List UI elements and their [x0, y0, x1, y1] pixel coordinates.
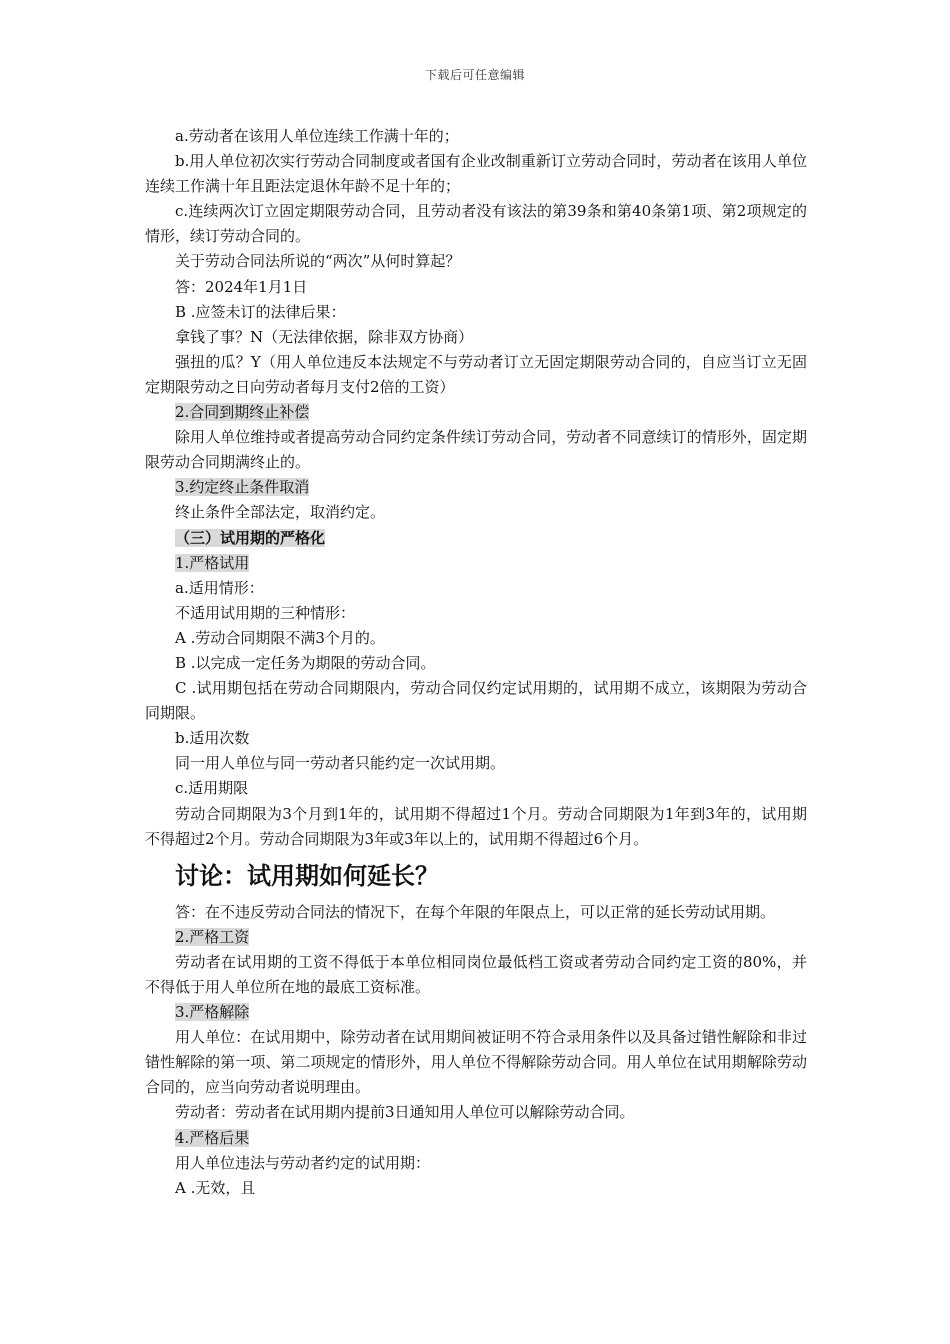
paragraph: C .试用期包括在劳动合同期限内，劳动合同仅约定试用期的，试用期不成立，该期限为劳动合同期限。 — [145, 679, 807, 723]
highlighted-heading-text: （三）试用期的严格化 — [175, 528, 326, 547]
paragraph: 强扭的瓜？Y（用人单位违反本法规定不与劳动者订立无固定期限劳动合同的，自应当订立无固定期限劳动之日向劳动者每月支付2倍的工资） — [145, 352, 807, 396]
paragraph: 劳动者：劳动者在试用期内提前3日通知用人单位可以解除劳动合同。 — [175, 1103, 635, 1122]
paragraph: 用人单位：在试用期中，除劳动者在试用期间被证明不符合录用条件以及具备过错性解除和非过错性解除的第一项、第二项规定的情形外，用人单位不得解除劳动合同。用人单位在试用期解除劳动合同的，应当向劳动者说明理由。 — [145, 1028, 807, 1097]
document-body — [145, 124, 807, 1201]
highlighted-heading-text: 3.约定终止条件取消 — [175, 478, 310, 497]
highlighted-heading-text: 3.严格解除 — [175, 1003, 250, 1022]
paragraph: 劳动合同期限为3个月到1年的，试用期不得超过1个月。劳动合同期限为1年到3年的，试用期不得超过2个月。劳动合同期限为3年或3年以上的，试用期不得超过6个月。 — [145, 804, 807, 848]
paragraph: 同一用人单位与同一劳动者只能约定一次试用期。 — [175, 754, 506, 773]
paragraph: 答：2024年1月1日 — [175, 277, 308, 296]
paragraph: 答：在不违反劳动合同法的情况下，在每个年限的年限点上，可以正常的延长劳动试用期。 — [175, 902, 776, 921]
paragraph: c.连续两次订立固定期限劳动合同，且劳动者没有该法的第39条和第40条第1项、第2项规定的情形，续订劳动合同的。 — [145, 202, 807, 246]
paragraph: c.适用期限 — [175, 779, 249, 798]
section-heading — [145, 551, 807, 576]
section-heading — [145, 400, 807, 425]
section-heading — [145, 475, 807, 500]
section-heading — [145, 1000, 807, 1025]
paragraph: a.适用情形： — [175, 578, 264, 597]
section-heading — [145, 925, 807, 950]
paragraph: 用人单位违法与劳动者约定的试用期： — [175, 1153, 431, 1172]
paragraph: 劳动者在试用期的工资不得低于本单位相同岗位最低档工资或者劳动合同约定工资的80%，并不得低于用人单位所在地的最底工资标准。 — [145, 952, 807, 996]
highlighted-heading-text: 4.严格后果 — [175, 1128, 250, 1147]
section-heading — [145, 526, 807, 551]
paragraph: b.适用次数 — [175, 729, 250, 748]
paragraph: A .无效，且 — [175, 1178, 256, 1197]
paragraph: B .以完成一定任务为期限的劳动合同。 — [175, 653, 436, 672]
paragraph: a.劳动者在该用人单位连续工作满十年的； — [175, 127, 459, 145]
highlighted-heading-text: 2.严格工资 — [175, 927, 250, 946]
page-header: 下载后可任意编辑 — [424, 68, 525, 82]
paragraph: b.用人单位初次实行劳动合同制度或者国有企业改制重新订立劳动合同时，劳动者在该用人单位连续工作满十年且距法定退休年龄不足十年的； — [145, 152, 807, 196]
paragraph: 关于劳动合同法所说的“两次”从何时算起？ — [175, 252, 461, 271]
paragraph: 除用人单位维持或者提高劳动合同约定条件续订劳动合同，劳动者不同意续订的情形外，固定期限劳动合同期满终止的。 — [145, 428, 807, 472]
highlighted-heading-text: 1.严格试用 — [175, 553, 250, 572]
paragraph: B .应签未订的法律后果： — [175, 302, 346, 321]
paragraph: 不适用试用期的三种情形： — [175, 603, 356, 622]
highlighted-heading-text: 2.合同到期终止补偿 — [175, 403, 310, 422]
paragraph: 终止条件全部法定，取消约定。 — [175, 503, 386, 522]
paragraph: A .劳动合同期限不满3个月的。 — [175, 628, 385, 647]
discussion-heading: 讨论：试用期如何延长？ — [175, 861, 439, 890]
paragraph: 拿钱了事？N（无法律依据，除非双方协商） — [175, 327, 474, 346]
section-heading — [145, 1126, 807, 1151]
